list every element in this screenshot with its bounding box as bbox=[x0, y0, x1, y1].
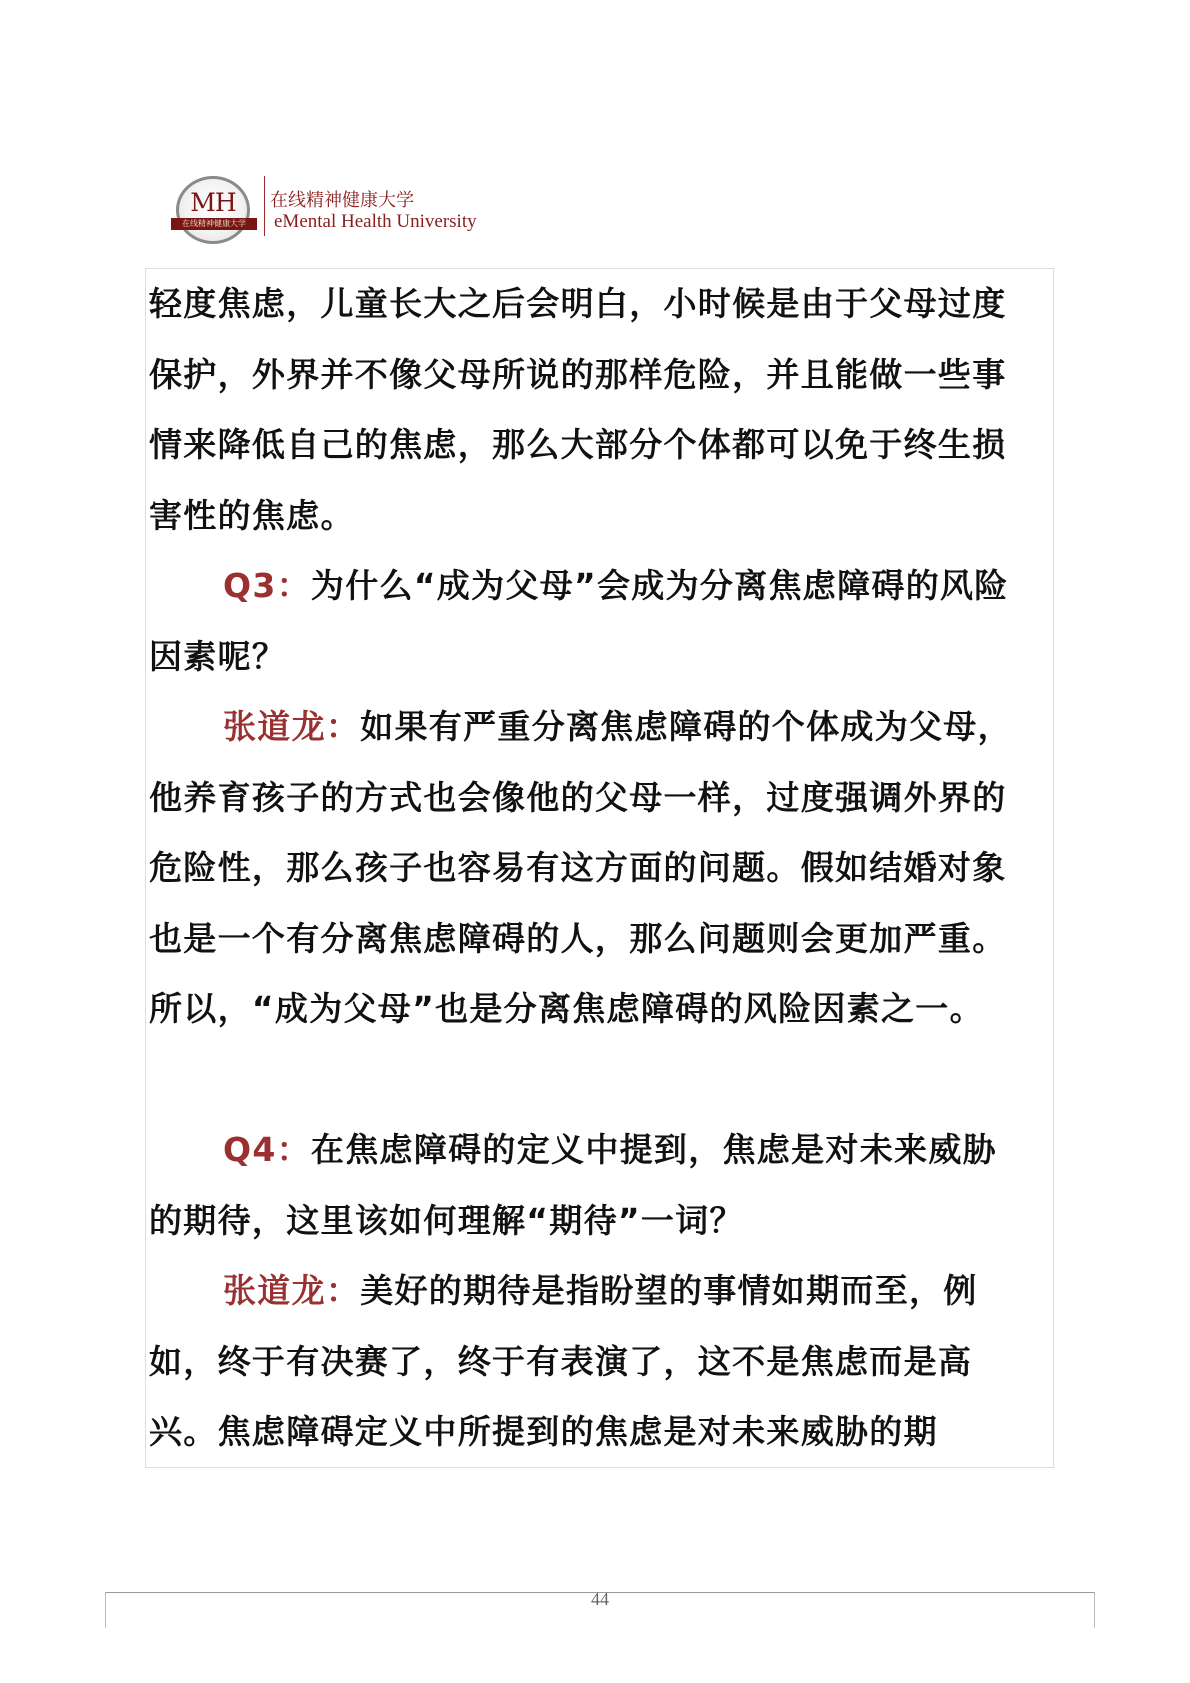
question-q4 bbox=[149, 1115, 1029, 1256]
footer-rule-right-edge bbox=[1094, 1592, 1095, 1628]
logo-divider bbox=[264, 176, 265, 236]
speaker-name: 张道龙： bbox=[223, 1271, 361, 1310]
question-text: 为什么“成为父母”会成为分离焦虑障碍的风险因素呢？ bbox=[149, 566, 1009, 676]
question-text: 在焦虑障碍的定义中提到，焦虑是对未来威胁的期待，这里该如何理解“期待”一词？ bbox=[149, 1130, 997, 1240]
page-content bbox=[145, 268, 1054, 1468]
seal-ribbon: 在线精神健康大学 bbox=[171, 218, 257, 230]
header-logo bbox=[172, 172, 492, 248]
answer-q4 bbox=[149, 1256, 1029, 1468]
speaker-name: 张道龙： bbox=[223, 707, 361, 746]
footer-rule-left-edge bbox=[105, 1592, 106, 1628]
paragraph-continuation: 轻度焦虑，儿童长大之后会明白，小时候是由于父母过度保护，外界并不像父母所说的那样危险，并且能做一些事情来降低自己的焦虑，那么大部分个体都可以免于终生损害性的焦虑。 bbox=[149, 284, 1007, 535]
seal-monogram: MH bbox=[190, 188, 236, 217]
answer-text: 如果有严重分离焦虑障碍的个体成为父母，他养育孩子的方式也会像他的父母一样，过度强调外界的危险性，那么孩子也容易有这方面的问题。假如结婚对象也是一个有分离焦虑障碍的人，那么问题则会更加严重。所以，“成为父母”也是分离焦虑障碍的风险因素之一。 bbox=[149, 707, 1012, 1028]
page-number: 44 bbox=[591, 1589, 609, 1609]
answer-q3 bbox=[149, 692, 1029, 1045]
university-seal-icon bbox=[176, 176, 250, 244]
answer-text: 美好的期待是指盼望的事情如期而至，例如，终于有决赛了，终于有表演了，这不是焦虑而是高兴。焦虑障碍定义中所提到的焦虑是对未来威胁的期 bbox=[149, 1271, 978, 1451]
org-name-chinese: 在线精神健康大学 bbox=[270, 190, 414, 211]
question-q3 bbox=[149, 551, 1029, 692]
question-label: Q3： bbox=[223, 566, 311, 605]
org-name-english: eMental Health University bbox=[274, 211, 477, 232]
question-label: Q4： bbox=[223, 1130, 311, 1169]
